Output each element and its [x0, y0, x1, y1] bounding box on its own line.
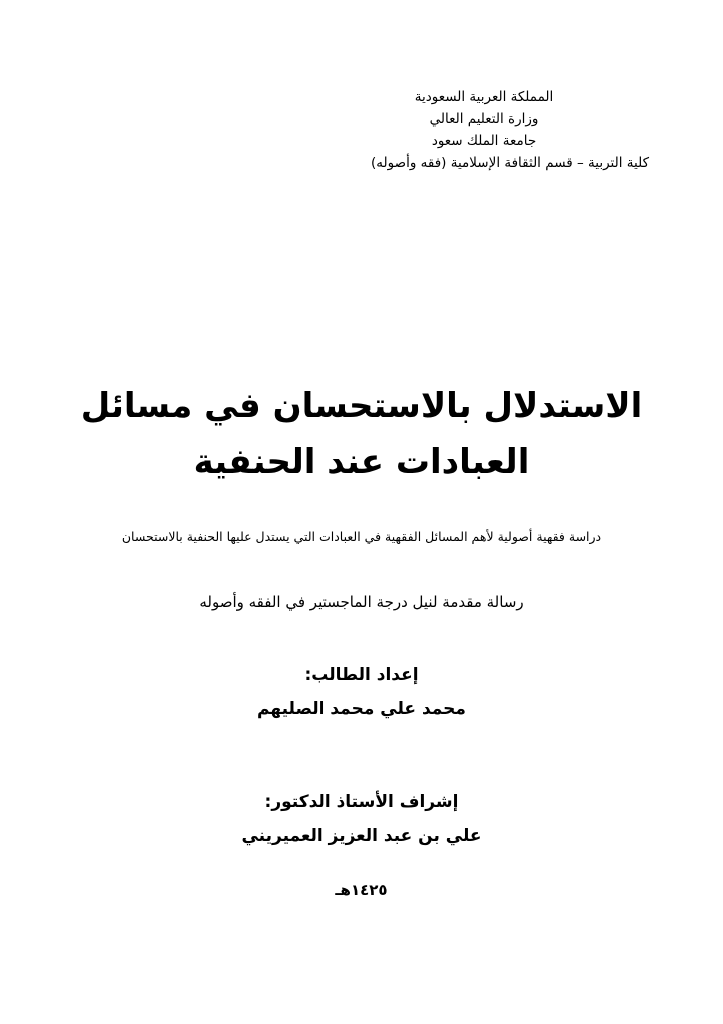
student-name: محمد علي محمد الصليهم: [257, 699, 466, 719]
ministry-line: وزارة التعليم العالي: [429, 111, 539, 127]
thesis-title-line-2: العبادات عند الحنفية: [193, 442, 530, 482]
kingdom-line: المملكة العربية السعودية: [414, 89, 554, 105]
student-label: إعداد الطالب:: [304, 665, 419, 685]
institution-header: [319, 86, 649, 171]
hijri-year: ١٤٢٥هـ: [335, 881, 388, 899]
thesis-subtitle: دراسة فقهية أصولية لأهم المسائل الفقهية في العبادات التي يستدل عليها الحنفية بالاستحسان: [121, 529, 602, 544]
college-department-line: كلية التربية – قسم الثقافة الإسلامية (فقه وأصوله): [371, 155, 649, 171]
supervisor-name: علي بن عبد العزيز العميريني: [241, 826, 482, 846]
student-block: [0, 658, 723, 726]
thesis-title-line-1: الاستدلال بالاستحسان في مسائل: [80, 386, 643, 426]
degree-statement: رسالة مقدمة لنيل درجة الماجستير في الفقه وأصوله: [199, 593, 524, 611]
university-line: جامعة الملك سعود: [431, 133, 537, 149]
supervisor-label: إشراف الأستاذ الدكتور:: [264, 792, 459, 812]
thesis-title: [0, 378, 723, 490]
supervisor-block: [0, 785, 723, 853]
